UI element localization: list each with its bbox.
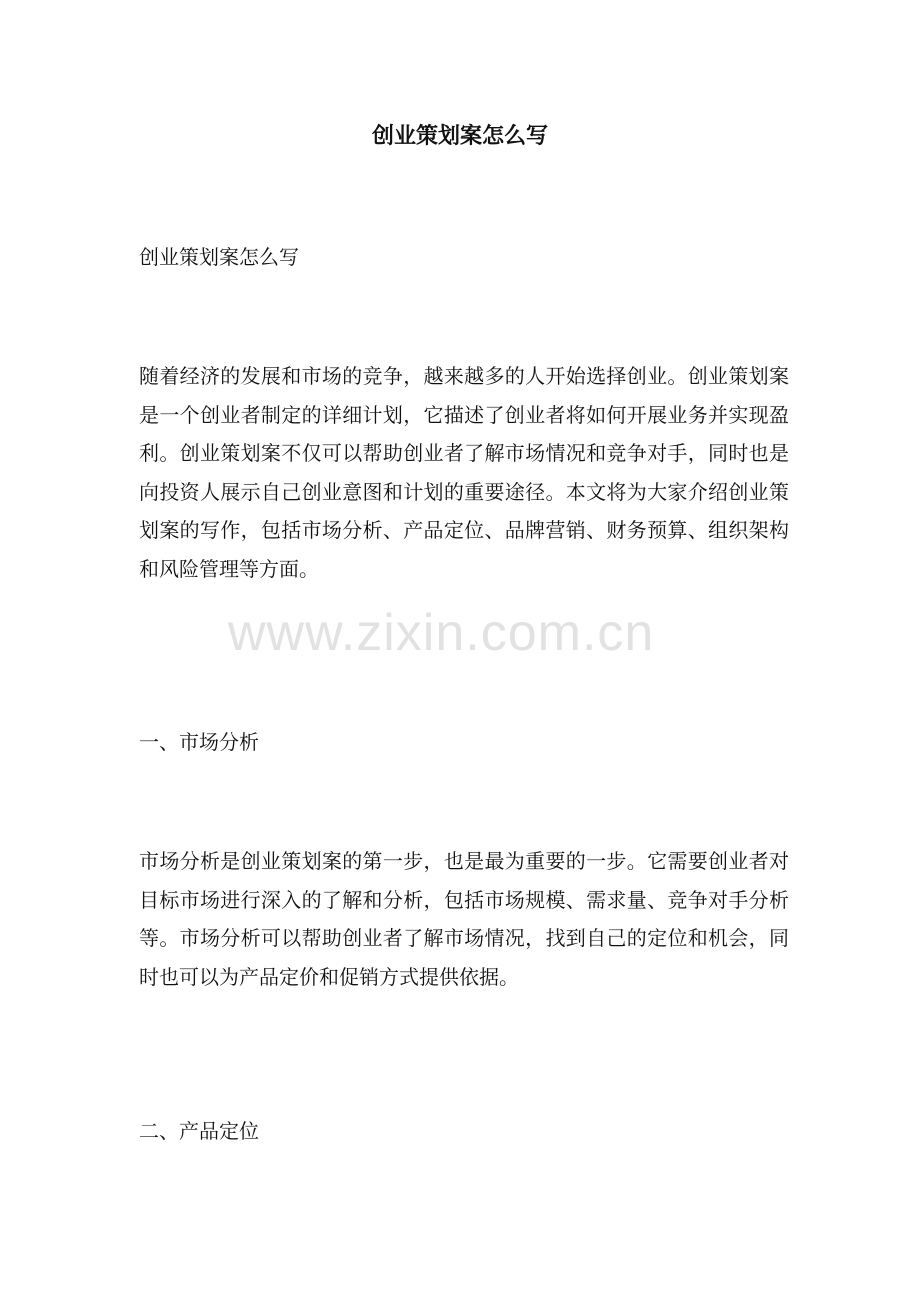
section-heading-product-positioning: 二、产品定位: [139, 1119, 259, 1143]
document-subtitle: 创业策划案怎么写: [139, 245, 299, 269]
section-heading-market-analysis: 一、市场分析: [139, 730, 259, 754]
section-body-market-analysis: 市场分析是创业策划案的第一步，也是最为重要的一步。它需要创业者对目标市场进行深入的了解和分析，包括市场规模、需求量、竞争对手分析等。市场分析可以帮助创业者了解市场情况，找到自己的定位和机会，同时也可以为产品定价和促销方式提供依据。: [139, 849, 789, 989]
document-title: 创业策划案怎么写: [371, 123, 548, 149]
watermark: www.zixin.com.cn: [228, 604, 655, 662]
intro-paragraph: 随着经济的发展和市场的竞争，越来越多的人开始选择创业。创业策划案是一个创业者制定的详细计划，它描述了创业者将如何开展业务并实现盈利。创业策划案不仅可以帮助创业者了解市场情况和竞争对手，同时也是向投资人展示自己创业意图和计划的重要途径。本文将为大家介绍创业策划案的写作，包括市场分析、产品定位、品牌营销、财务预算、组织架构和风险管理等方面。: [139, 364, 789, 581]
